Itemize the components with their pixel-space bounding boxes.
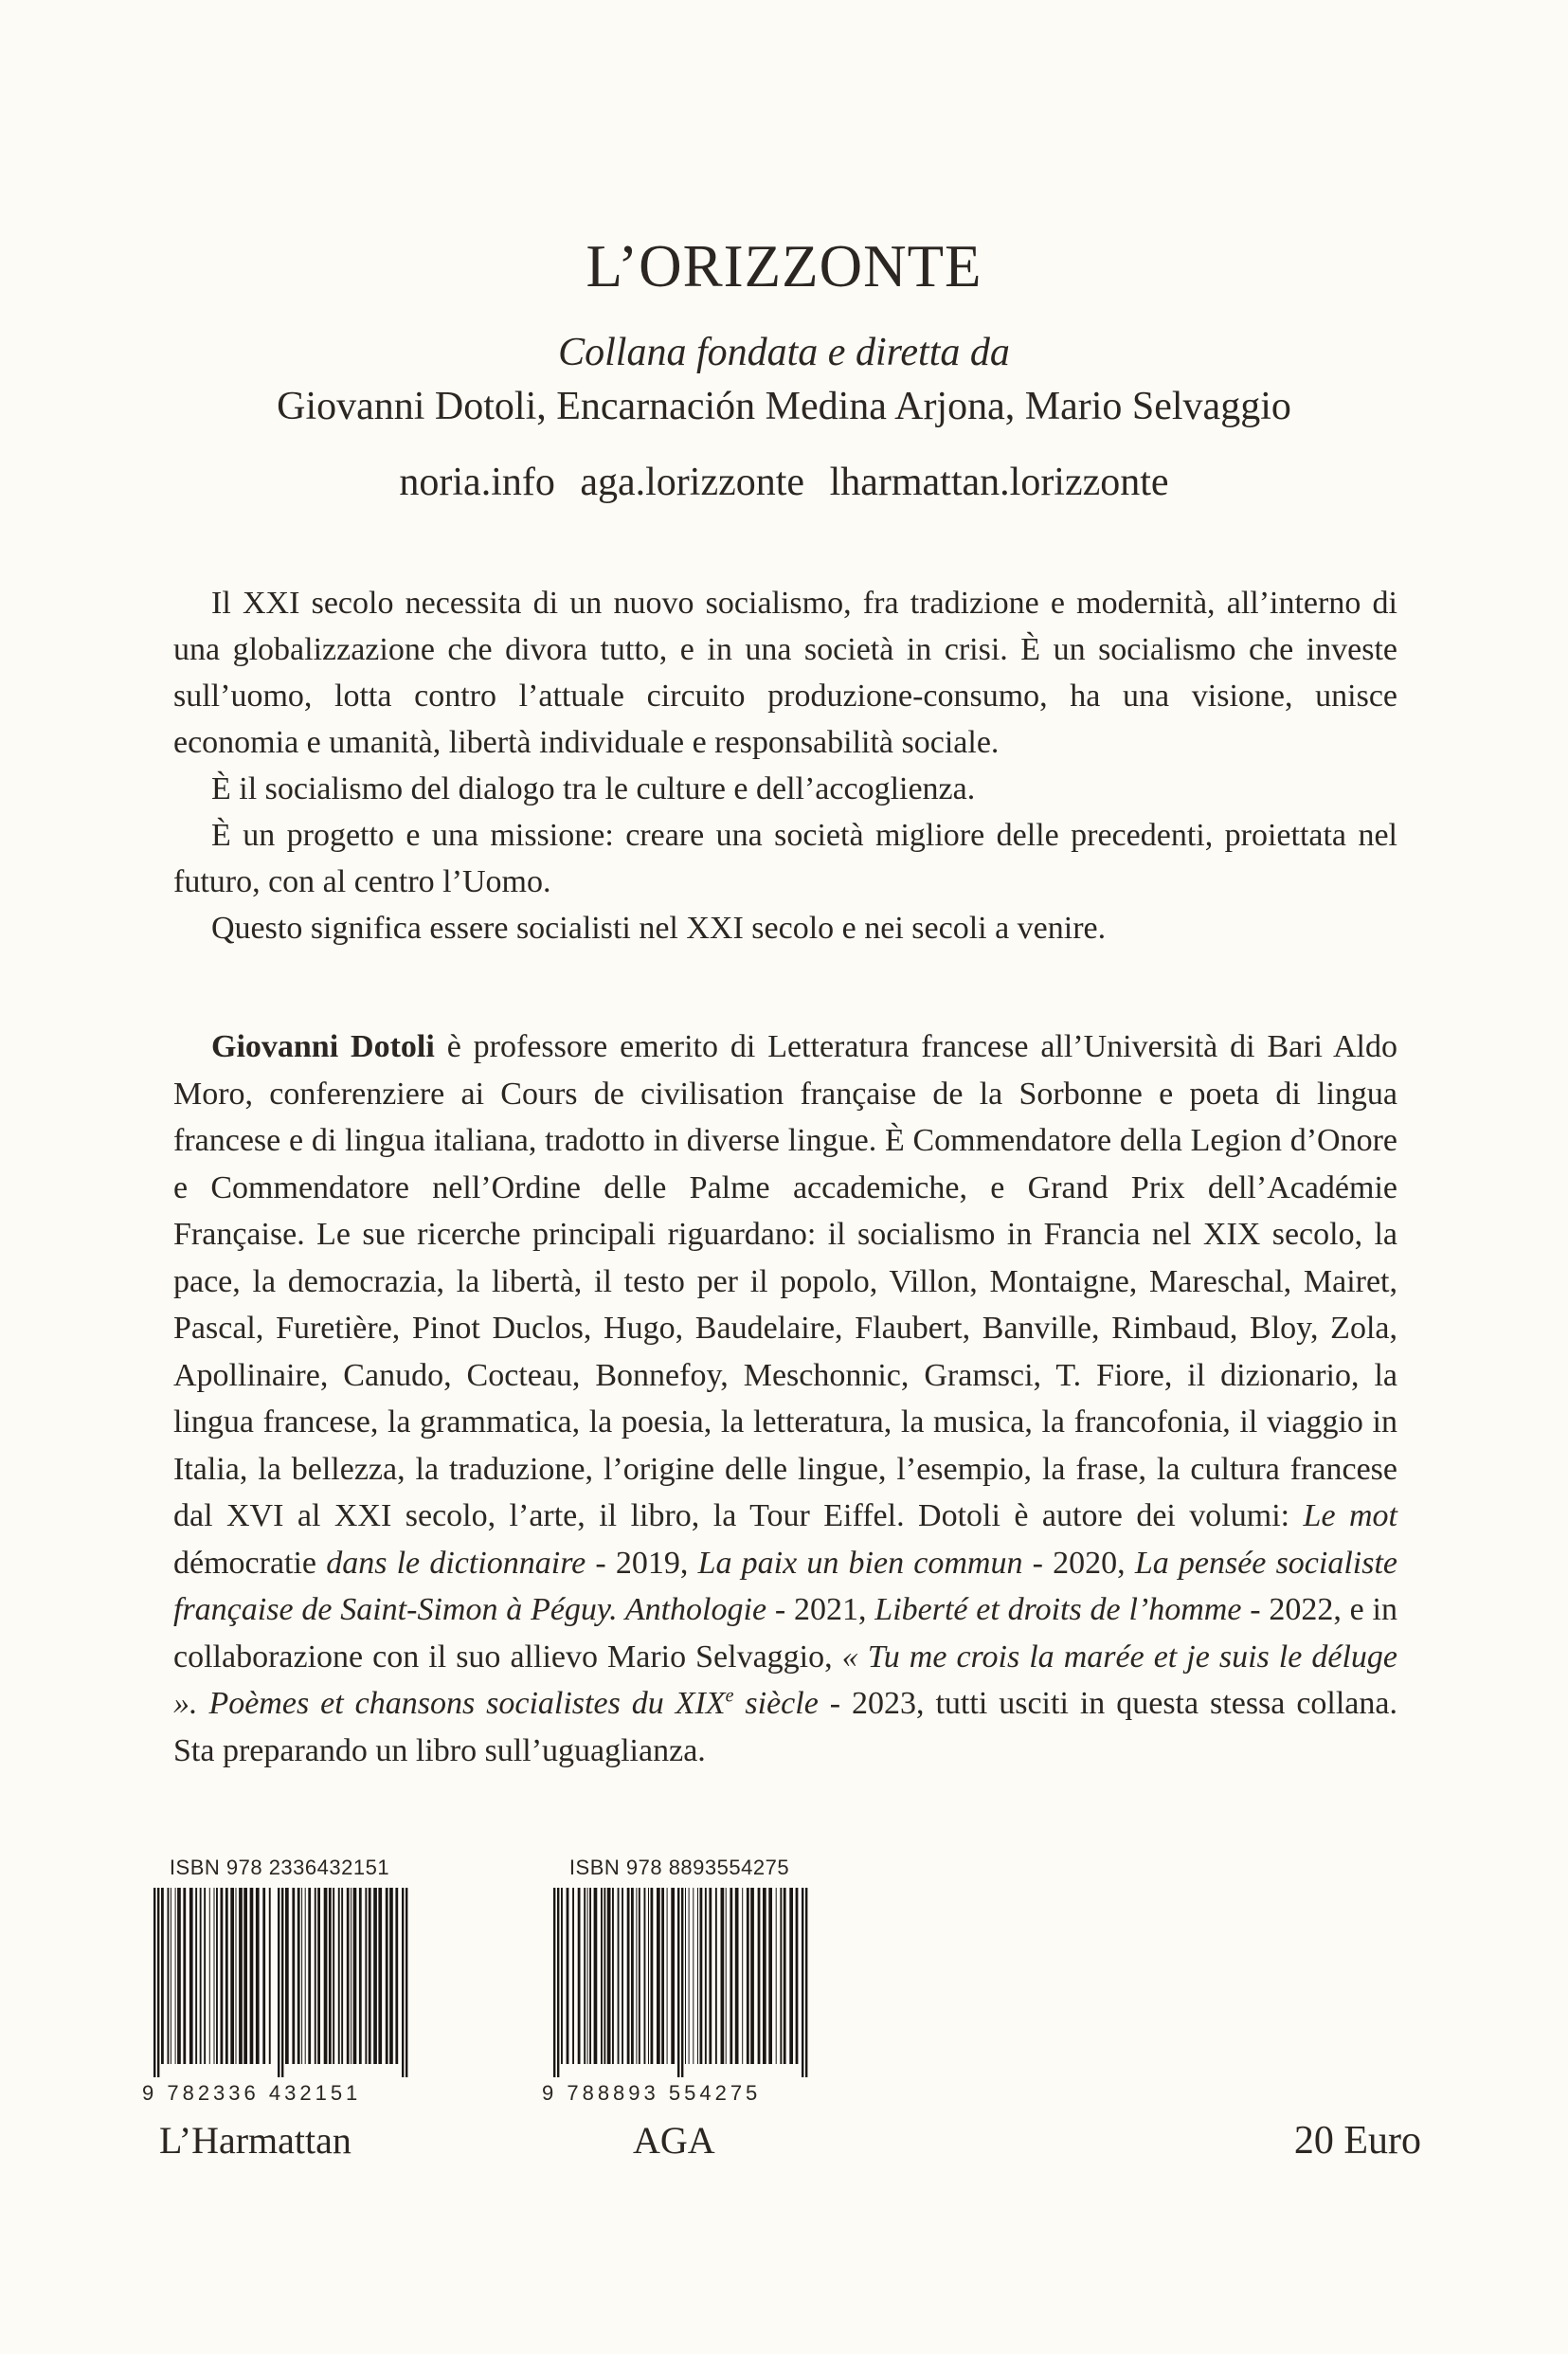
barcode-bar <box>189 1888 193 2064</box>
barcode-bar <box>256 1888 260 2064</box>
barcode-bar <box>305 1888 306 2064</box>
barcode-bar <box>671 1888 675 2064</box>
barcode-bar <box>365 1888 367 2064</box>
blurb <box>173 580 1397 951</box>
series-directors: Giovanni Dotoli, Encarnación Medina Arjona, Mario Selvaggio <box>277 385 1291 428</box>
barcode-bar <box>594 1888 598 2064</box>
link-harmattan[interactable]: lharmattan.lorizzonte <box>829 461 1169 504</box>
barcode-bar <box>308 1888 311 2064</box>
barcode-bar <box>648 1888 649 2064</box>
bio-text: - 2022, e in collaborazione con il suo allievo Mario Selvaggio, <box>173 1592 1398 1675</box>
barcode-bar <box>622 1888 623 2064</box>
barcode-guard-bar <box>402 1888 404 2077</box>
bio-text: - 2020, <box>1022 1545 1135 1581</box>
barcode-harmattan <box>142 1856 417 2106</box>
barcode-bar <box>195 1888 197 2064</box>
book-title: dans le dictionnaire <box>326 1545 586 1581</box>
bio-text: démocratie <box>173 1545 327 1581</box>
barcode-guard-bar <box>681 1888 683 2077</box>
barcode-guard-bar <box>553 1888 555 2077</box>
barcode-guard-bar <box>281 1888 283 2077</box>
barcode-bar <box>705 1888 707 2064</box>
barcode-bar <box>735 1888 739 2064</box>
barcode-bar <box>584 1888 586 2064</box>
book-title-text: siècle <box>733 1686 819 1721</box>
barcode-bar <box>618 1888 620 2064</box>
book-title: Le mot <box>1303 1498 1397 1533</box>
barcode-bar <box>601 1888 603 2064</box>
barcode-guard-bar <box>557 1888 559 2077</box>
barcode-bar <box>395 1888 398 2064</box>
barcode-bar <box>758 1888 761 2064</box>
book-title-text: « Tu me crois la marée et je suis le déluge ». Poèmes et chansons socialistes du XIX <box>173 1639 1397 1721</box>
isbn-label: ISBN 978 2336432151 <box>169 1856 390 1879</box>
barcode-bar <box>657 1888 660 2064</box>
barcode-bar <box>789 1888 793 2064</box>
barcode-bar <box>175 1888 176 2064</box>
barcode-bar <box>604 1888 605 2064</box>
barcode-guard-bar <box>153 1888 155 2077</box>
barcode-bar <box>607 1888 611 2064</box>
barcode-bar <box>572 1888 574 2064</box>
author-bio <box>173 1023 1397 1774</box>
barcode-bar <box>661 1888 664 2064</box>
barcode-bar <box>225 1888 228 2064</box>
barcode-bar <box>644 1888 646 2064</box>
barcode-bar <box>177 1888 181 2064</box>
barcode-bar <box>721 1888 725 2064</box>
publisher-aga: AGA <box>633 2119 715 2162</box>
barcode-bar <box>730 1888 732 2064</box>
book-title: Liberté et droits de l’homme <box>874 1592 1242 1627</box>
barcode-bar <box>612 1888 614 2064</box>
barcode-bar <box>747 1888 749 2064</box>
barcode-bar <box>317 1888 320 2064</box>
barcode-digits: 9 782336 432151 <box>142 2081 362 2105</box>
barcode-bar <box>636 1888 637 2064</box>
barcode-bar <box>204 1888 206 2064</box>
barcode-bar <box>369 1888 371 2064</box>
barcode-bar <box>243 1888 247 2064</box>
barcode-icon <box>542 1888 817 2077</box>
barcode-bar <box>347 1888 350 2064</box>
barcode-bar <box>269 1888 271 2064</box>
barcode-bar <box>333 1888 334 2064</box>
barcode-digits: 9 788893 554275 <box>542 2081 762 2105</box>
barcode-bar <box>763 1888 766 2064</box>
barcode-bar <box>567 1888 569 2064</box>
barcode-bar <box>700 1888 703 2064</box>
barcode-bar <box>389 1888 393 2064</box>
barcode-bar <box>796 1888 799 2064</box>
bio-text: - 2021, <box>766 1592 875 1627</box>
link-aga[interactable]: aga.lorizzonte <box>580 461 805 504</box>
barcode-bar <box>750 1888 754 2064</box>
barcode-icon <box>142 1888 417 2077</box>
barcode-bar <box>183 1888 186 2064</box>
blurb-paragraph: È un progetto e una missione: creare una società migliore delle precedenti, proiettata nel futuro, con al centro l’Uomo. <box>173 818 1397 899</box>
barcode-bar <box>726 1888 727 2064</box>
book-title: La paix un bien commun <box>697 1545 1023 1581</box>
superscript: e <box>725 1685 734 1707</box>
barcode-bar <box>200 1888 202 2064</box>
barcode-guard-bar <box>805 1888 807 2077</box>
barcode-bar <box>329 1888 332 2064</box>
barcode-bar <box>359 1888 362 2064</box>
barcode-bar <box>776 1888 777 2064</box>
barcode-bar <box>742 1888 743 2064</box>
barcode-bar <box>631 1888 634 2064</box>
barcode-guard-bar <box>802 1888 803 2077</box>
barcode-bar <box>221 1888 224 2064</box>
publisher-harmattan: L’Harmattan <box>159 2119 351 2162</box>
barcode-bar <box>386 1888 388 2064</box>
barcode-bar <box>216 1888 218 2064</box>
barcode-bar <box>689 1888 690 2064</box>
barcode-bar <box>373 1888 377 2064</box>
barcode-bar <box>561 1888 563 2064</box>
barcode-bar <box>262 1888 265 2064</box>
barcode-aga <box>542 1856 817 2106</box>
isbn-label: ISBN 978 8893554275 <box>568 1856 790 1879</box>
barcode-bar <box>301 1888 302 2064</box>
blurb-paragraph: Il XXI secolo necessita di un nuovo socialismo, fra tradizione e modernità, all’interno di una globalizzazione che divora tutto, e in una società in crisi. È un socialismo che investe sull’uomo, lotta contro l’attuale circuito produzione-consumo, ha una visione, unisce economia e umanità, libertà individuale e responsabilità sociale. <box>173 586 1397 760</box>
barcode-bar <box>639 1888 640 2064</box>
barcode-bar <box>297 1888 300 2064</box>
barcode-guard-bar <box>157 1888 159 2077</box>
series-links <box>0 460 1568 505</box>
barcode-bar <box>651 1888 654 2064</box>
barcode-bar <box>341 1888 343 2064</box>
barcode-guard-bar <box>406 1888 407 2077</box>
barcode-bar <box>709 1888 712 2064</box>
barcode-bar <box>209 1888 210 2064</box>
series-subtitle: Collana fondata e diretta da <box>558 331 1010 374</box>
barcode-guard-bar <box>677 1888 679 2077</box>
barcode-bar <box>214 1888 215 2064</box>
bio-text: - 2019, <box>586 1545 698 1581</box>
barcode-bar <box>685 1888 686 2064</box>
barcode-bar <box>627 1888 630 2064</box>
barcode-bar <box>587 1888 588 2064</box>
barcode-bar <box>250 1888 254 2064</box>
barcode-bar <box>230 1888 234 2064</box>
barcode-bar <box>768 1888 772 2064</box>
barcode-bar <box>285 1888 289 2064</box>
barcode-guard-bar <box>278 1888 279 2077</box>
bio-text: è professore emerito di Letteratura francese all’Università di Bari Aldo Moro, conferenziere ai Cours de civilisation française de la Sorbonne e poeta di lingua francese e di lingua italiana, tradotto in diverse lingue. È Commendatore della Legion d’Onore e Commendatore nell’Ordine delle Palme accademiche, e Grand Prix dell’Académie Française. Le sue ricerche principali riguardano: il socialismo in Francia nel XIX secolo, la pace, la democrazia, la libertà, il testo per il popolo, Villon, Montaigne, Mareschal, Mairet, Pascal, Furetière, Pinot Duclos, Hugo, Baudelaire, Flaubert, Banville, Rimbaud, Bloy, Zola, Apollinaire, Canudo, Cocteau, Bonnefoy, Meschonnic, Gramsci, T. Fiore, il dizionario, la lingua francese, la grammatica, la poesia, la letteratura, la musica, la francofonia, il viaggio in Italia, la bellezza, la traduzione, l’origine delle lingue, l’esempio, la frase, la cultura francese dal XVI al XXI secolo, l’arte, il libro, la Tour Eiffel. Dotoli è autore dei volumi: <box>173 1029 1397 1533</box>
barcode-bar <box>697 1888 698 2064</box>
bio-text: - 2023, tutti usciti in questa stessa collana. Sta preparando un libro sull’uguaglianza. <box>173 1686 1397 1768</box>
barcode-bar <box>239 1888 243 2064</box>
author-name: Giovanni Dotoli <box>211 1029 435 1064</box>
blurb-paragraph: Questo significa essere socialisti nel XXI secolo e nei secoli a venire. <box>211 911 1107 946</box>
barcode-bar <box>324 1888 328 2064</box>
link-noria[interactable]: noria.info <box>399 461 555 504</box>
barcode-bar <box>715 1888 717 2064</box>
barcode-bar <box>353 1888 357 2064</box>
barcode-bar <box>168 1888 170 2064</box>
barcode-bar <box>589 1888 591 2064</box>
barcode-bar <box>780 1888 782 2064</box>
barcode-bar <box>315 1888 316 2064</box>
barcode-bar <box>667 1888 668 2064</box>
barcode-bar <box>378 1888 382 2064</box>
barcode-bar <box>236 1888 237 2064</box>
barcode-bar <box>784 1888 786 2064</box>
barcode-bar <box>578 1888 581 2064</box>
book-title: La pensée socialiste française de Saint-Simon à Péguy. Anthologie <box>173 1545 1397 1627</box>
barcode-bar <box>693 1888 694 2064</box>
blurb-paragraph: È il socialismo del dialogo tra le culture e dell’accoglienza. <box>211 771 976 806</box>
price: 20 Euro <box>1293 2119 1421 2163</box>
series-title: L’ORIZZONTE <box>586 233 982 299</box>
barcode-bar <box>292 1888 295 2064</box>
barcode-bar <box>338 1888 340 2064</box>
barcode-bar <box>161 1888 164 2064</box>
